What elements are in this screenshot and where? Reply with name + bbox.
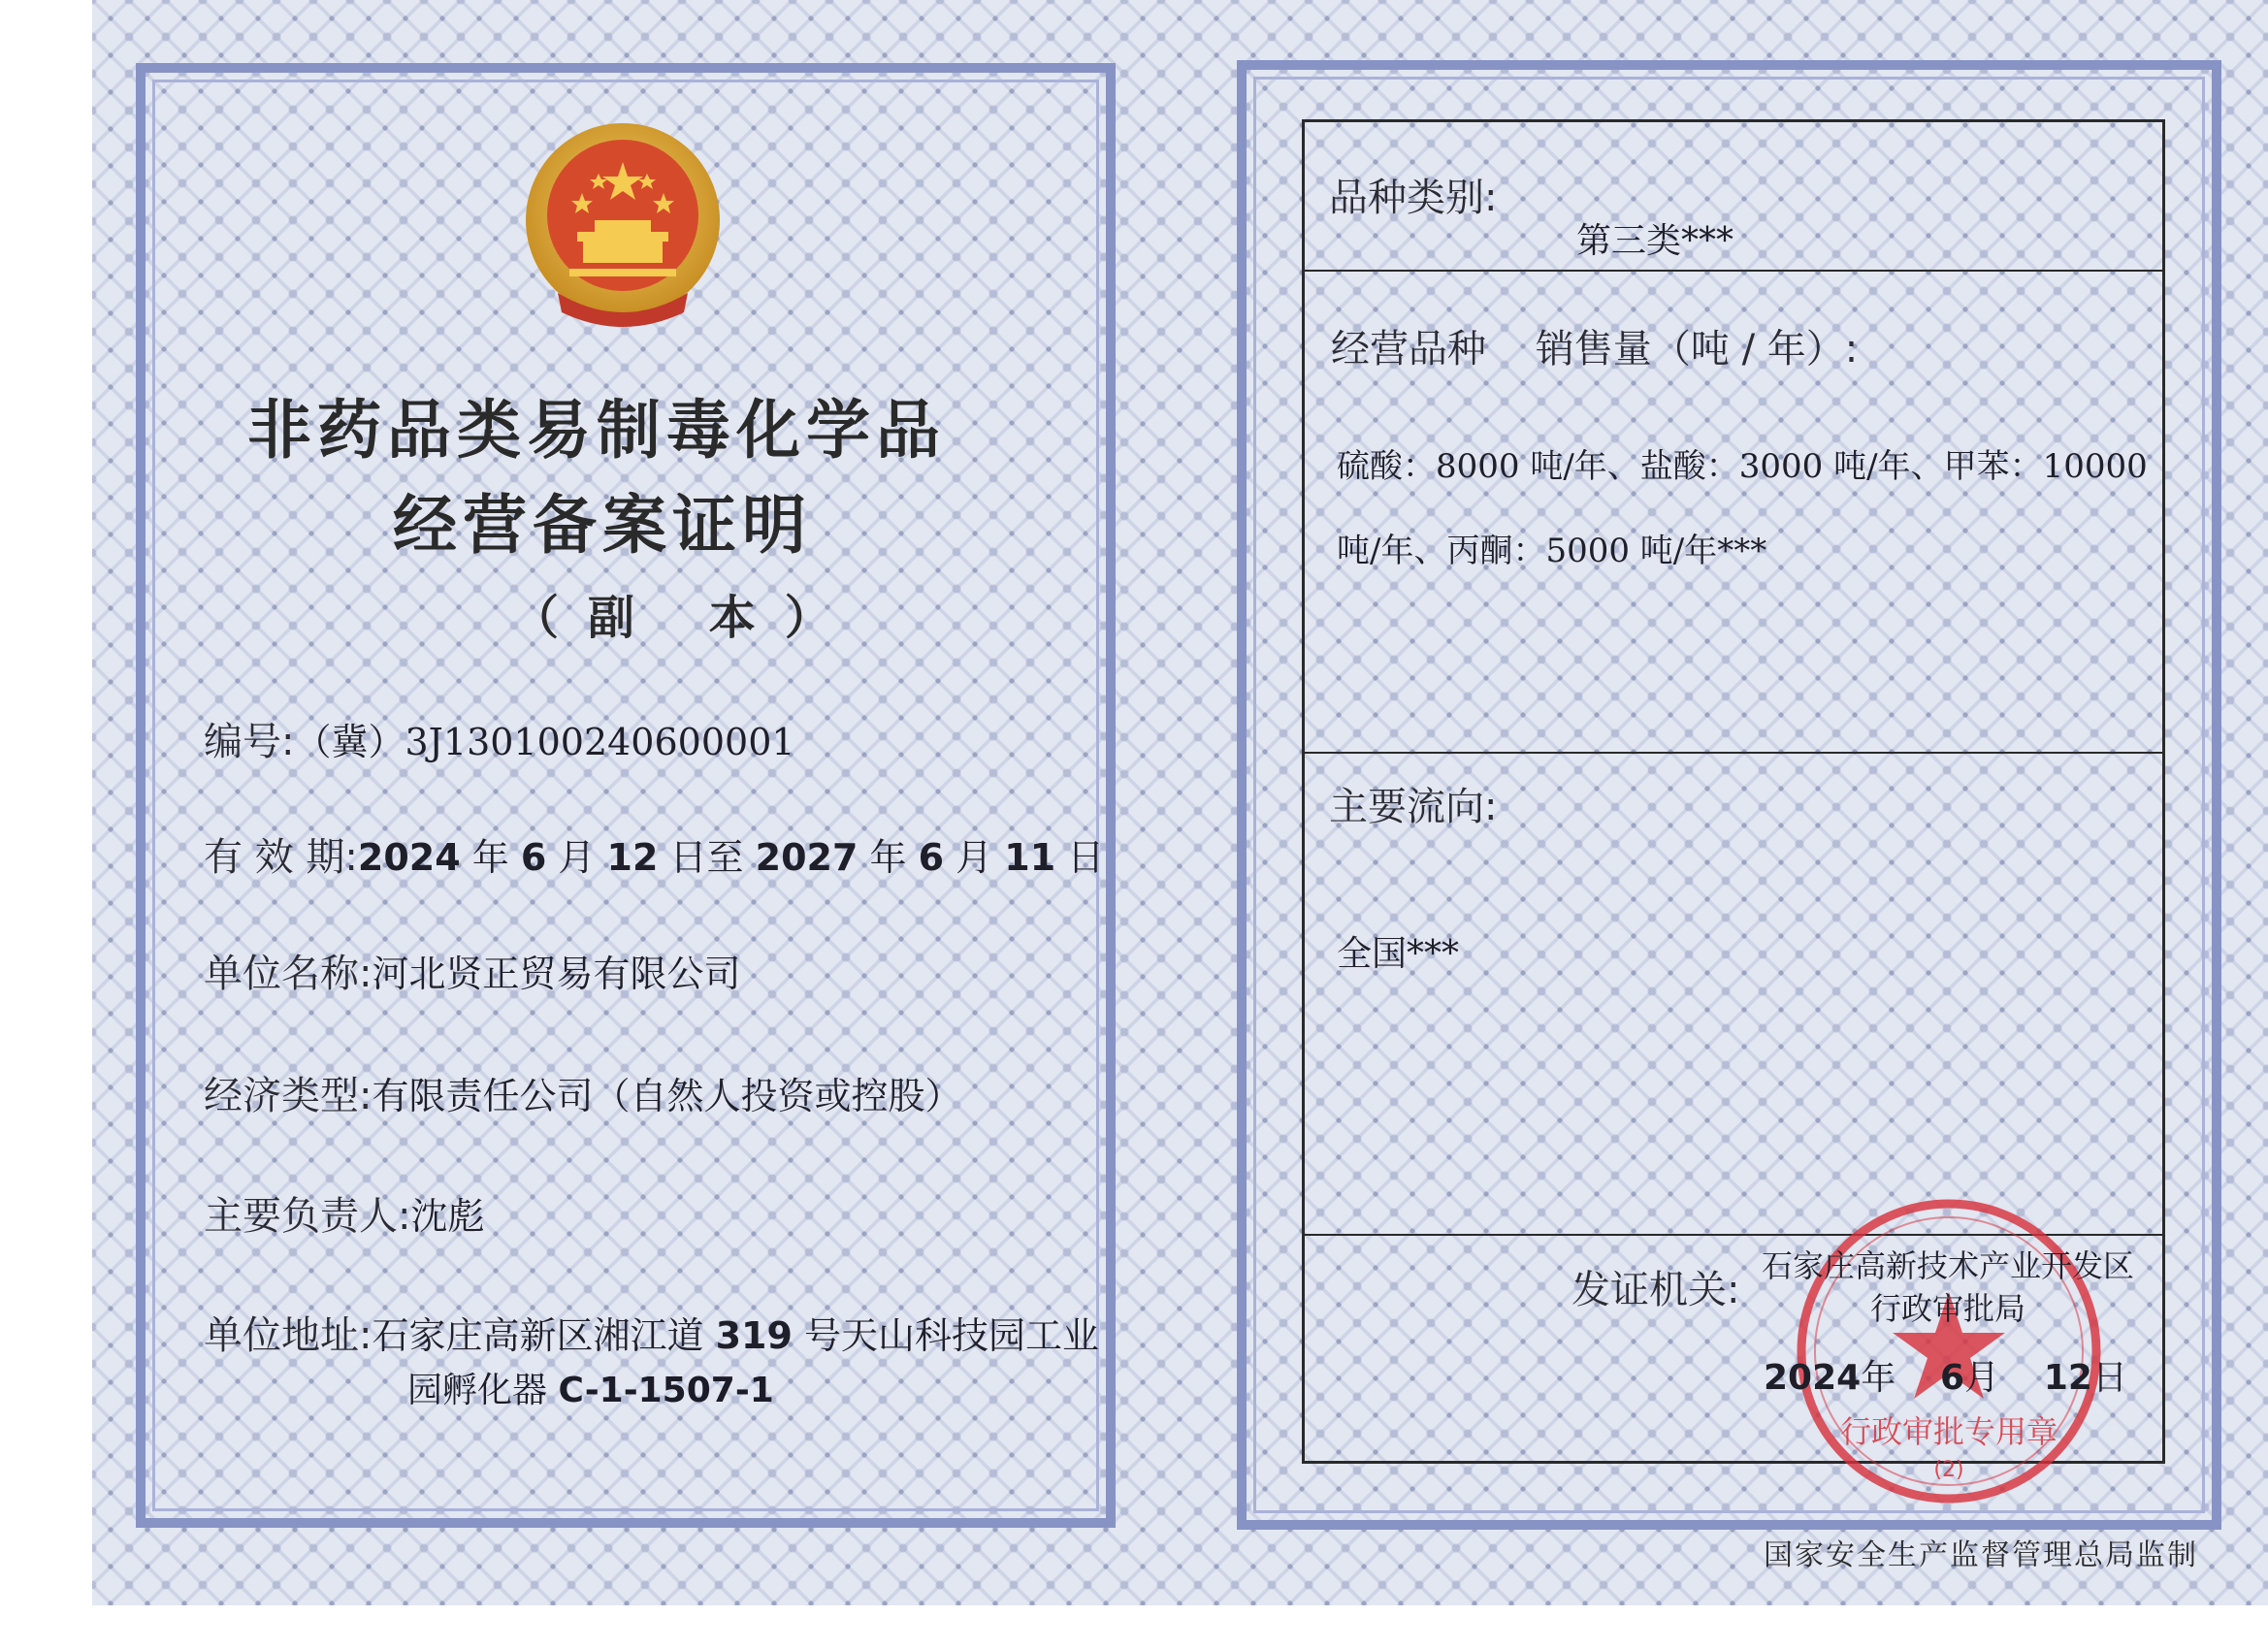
- certificate-number-field: [204, 711, 795, 766]
- issue-date: 2024年 6月 12日: [1764, 1358, 2127, 1398]
- validity-start-month: 6: [520, 836, 547, 879]
- table-divider: [1302, 752, 2165, 754]
- issue-year: 2024: [1764, 1358, 1862, 1398]
- scan-margin: [0, 0, 92, 1649]
- issue-day: 12: [2043, 1358, 2092, 1398]
- company-name-field: [204, 943, 741, 998]
- principal-field: [204, 1185, 485, 1241]
- validity-end-day: 11: [1004, 836, 1056, 879]
- address-line2: 园孵化器 C-1-1507-1: [407, 1371, 774, 1410]
- svg-text:(2): (2): [1933, 1458, 1964, 1482]
- economic-type-label: 经济类型:: [204, 1074, 373, 1118]
- address-label: 单位地址:: [204, 1313, 373, 1358]
- issuing-authority: [1754, 1245, 2142, 1330]
- economic-type-value: 有限责任公司（自然人投资或控股）: [372, 1075, 962, 1117]
- supervisor-footer: 国家安全生产监督管理总局监制: [1764, 1538, 2198, 1572]
- company-name-value: 河北贤正贸易有限公司: [372, 953, 741, 995]
- validity-end-month: 6: [918, 836, 945, 879]
- varieties-line1: 硫酸：8000 吨/年、盐酸：3000 吨/年、甲苯：10000: [1337, 447, 2148, 486]
- address-field: 单位地址:石家庄高新区湘江道 319 号天山科技园工业: [204, 1313, 1099, 1358]
- national-emblem-icon: [519, 123, 728, 327]
- destination-value: 全国***: [1337, 934, 1460, 974]
- certificate-number-value: （冀）3J130100240600001: [294, 721, 795, 763]
- category-label: 品种类别:: [1329, 176, 1498, 220]
- certificate-title-line1: 非药品类易制毒化学品: [247, 392, 946, 468]
- certificate-number-label: 编号:: [204, 720, 295, 764]
- validity-start-year: 2024: [357, 836, 461, 879]
- validity-label: 有 效 期:: [204, 835, 358, 880]
- certificate-title-line2: 经营备案证明: [393, 487, 812, 563]
- table-divider: [1302, 270, 2165, 272]
- validity-start-day: 12: [606, 836, 659, 879]
- issue-month: 6: [1940, 1358, 1965, 1398]
- destination-label: 主要流向:: [1329, 785, 1498, 829]
- company-name-label: 单位名称:: [204, 952, 373, 996]
- principal-label: 主要负责人:: [204, 1194, 411, 1239]
- issuer-label: 发证机关:: [1571, 1268, 1740, 1312]
- validity-end-year: 2027: [755, 836, 859, 879]
- principal-value: 沈彪: [410, 1195, 485, 1238]
- varieties-line2: 吨/年、丙酮：5000 吨/年***: [1337, 532, 1767, 570]
- economic-type-field: [204, 1065, 962, 1120]
- category-value: 第三类***: [1576, 221, 1734, 261]
- issuer-line2: 行政审批局: [1869, 1290, 2025, 1327]
- certificate-subtitle-copy: （副 本）: [512, 591, 860, 645]
- varieties-label: 经营品种 销售量（吨 / 年）:: [1331, 327, 1859, 372]
- issuer-line1: 石家庄高新技术产业开发区: [1761, 1247, 2134, 1284]
- svg-text:行政审批专用章: 行政审批专用章: [1839, 1413, 2058, 1450]
- validity-field: 有 效 期:2024 年 6 月 12 日至 2027 年 6 月 11 日: [204, 835, 1105, 880]
